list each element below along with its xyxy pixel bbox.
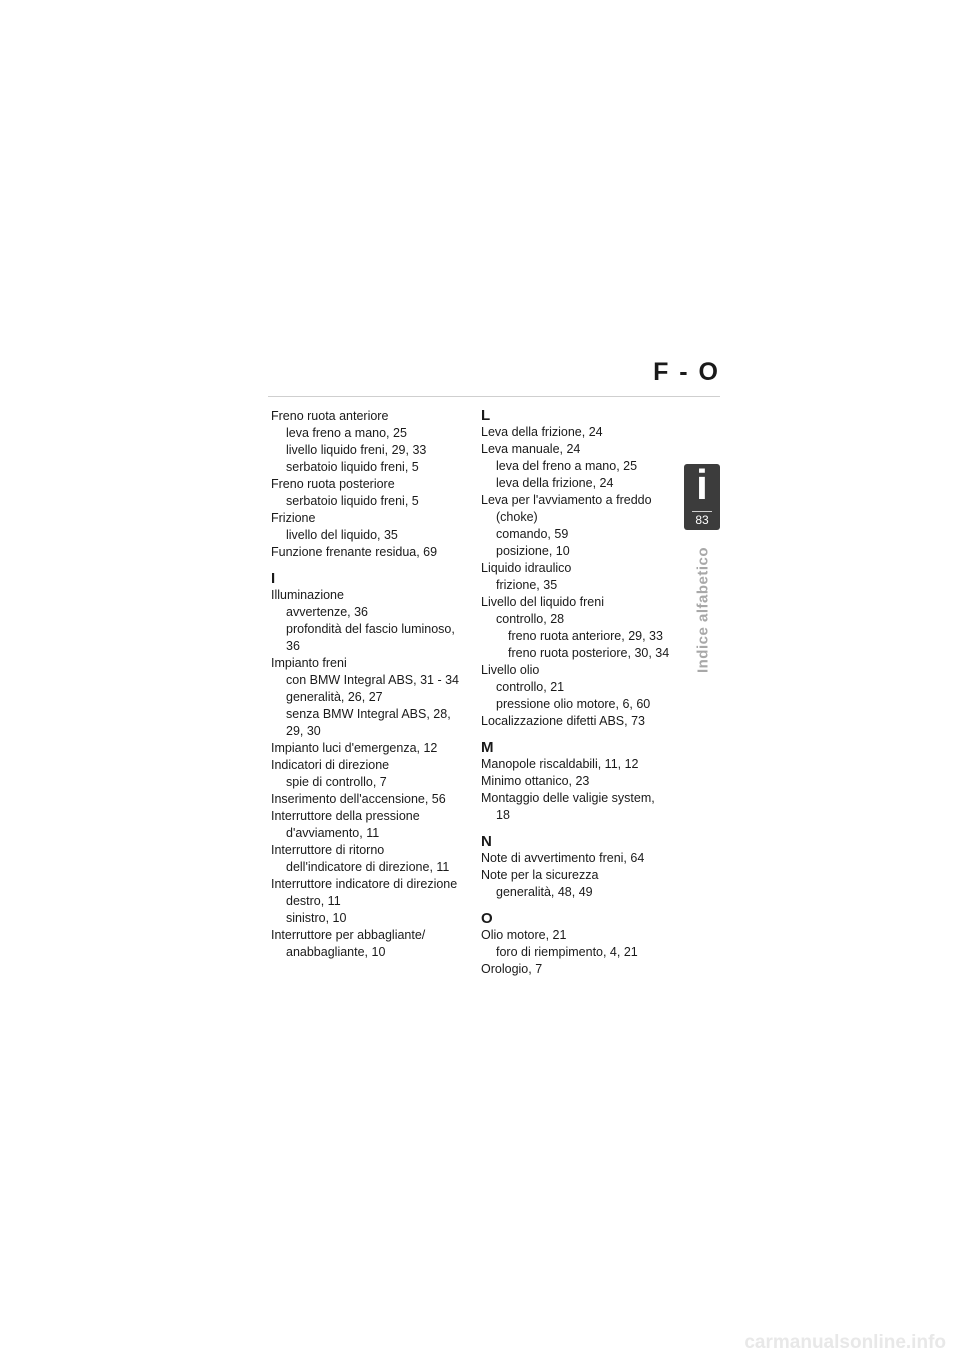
index-entry: 18	[496, 808, 510, 822]
index-entry: 29, 30	[286, 724, 321, 738]
index-entry: freno ruota posteriore, 30, 34	[508, 646, 670, 660]
index-entry: (choke)	[496, 510, 538, 524]
index-entry: Frizione	[271, 511, 316, 525]
index-entry: Minimo ottanico, 23	[481, 774, 590, 788]
index-entry: serbatoio liquido freni, 5	[286, 494, 419, 508]
index-entry: livello del liquido, 35	[286, 528, 398, 542]
index-entry: controllo, 28	[496, 612, 565, 626]
index-entry: livello liquido freni, 29, 33	[286, 443, 427, 457]
index-entry: pressione olio motore, 6, 60	[496, 697, 651, 711]
index-entry: Leva manuale, 24	[481, 442, 581, 456]
index-entry: generalità, 26, 27	[286, 690, 383, 704]
index-entry: dell'indicatore di direzione, 11	[286, 860, 450, 874]
header-divider	[268, 396, 720, 397]
index-entry: 36	[286, 639, 300, 653]
section-letter: O	[481, 910, 493, 927]
index-entry: leva del freno a mano, 25	[496, 459, 638, 473]
section-letter: L	[481, 407, 491, 424]
index-entry: Livello del liquido freni	[481, 595, 604, 609]
index-entry: con BMW Integral ABS, 31 - 34	[286, 673, 459, 687]
index-entry: Interruttore indicatore di direzione	[271, 877, 458, 891]
index-entry: generalità, 48, 49	[496, 885, 593, 899]
index-entry: senza BMW Integral ABS, 28,	[286, 707, 451, 721]
index-entry: Illuminazione	[271, 588, 344, 602]
index-entry: Localizzazione difetti ABS, 73	[481, 714, 645, 728]
index-entry: foro di riempimento, 4, 21	[496, 945, 638, 959]
index-entry: Note di avvertimento freni, 64	[481, 851, 645, 865]
index-entry: freno ruota anteriore, 29, 33	[508, 629, 663, 643]
index-entry: anabbagliante, 10	[286, 945, 386, 959]
index-entry: Funzione frenante residua, 69	[271, 545, 438, 559]
tab-divider	[692, 511, 712, 512]
index-entry: Livello olio	[481, 663, 540, 677]
index-entry: Manopole riscaldabili, 11, 12	[481, 757, 639, 771]
info-icon: i	[696, 461, 708, 508]
index-entry: comando, 59	[496, 527, 569, 541]
index-entry: Note per la sicurezza	[481, 868, 599, 882]
index-column-left	[271, 408, 481, 961]
index-entry: posizione, 10	[496, 544, 570, 558]
index-entry: Indicatori di direzione	[271, 758, 390, 772]
index-entry: frizione, 35	[496, 578, 558, 592]
index-entry: serbatoio liquido freni, 5	[286, 460, 419, 474]
index-entry: Liquido idraulico	[481, 561, 572, 575]
index-entry: Leva della frizione, 24	[481, 425, 603, 439]
index-entry: controllo, 21	[496, 680, 565, 694]
index-entry: avvertenze, 36	[286, 605, 368, 619]
index-entry: Freno ruota posteriore	[271, 477, 395, 491]
index-entry: Interruttore di ritorno	[271, 843, 385, 857]
index-entry: Impianto freni	[271, 656, 347, 670]
index-entry: sinistro, 10	[286, 911, 347, 925]
index-entry: spie di controllo, 7	[286, 775, 387, 789]
watermark: carmanualsonline.info	[744, 1332, 946, 1353]
index-entry: Freno ruota anteriore	[271, 409, 389, 423]
index-column-right	[481, 408, 691, 978]
index-entry: leva freno a mano, 25	[286, 426, 407, 440]
section-letter: I	[271, 570, 276, 587]
index-entry: Interruttore della pressione	[271, 809, 420, 823]
index-entry: d'avviamento, 11	[286, 826, 380, 840]
section-letter: M	[481, 739, 494, 756]
page-number: 83	[695, 513, 709, 527]
index-entry: destro, 11	[286, 894, 341, 908]
index-entry: Interruttore per abbagliante/	[271, 928, 426, 942]
page-title: F - O	[653, 358, 720, 386]
index-entry: Impianto luci d'emergenza, 12	[271, 741, 438, 755]
index-entry: Orologio, 7	[481, 962, 543, 976]
section-side-label: Indice alfabetico	[694, 546, 712, 674]
index-entry: Olio motore, 21	[481, 928, 567, 942]
index-entry: Montaggio delle valigie system,	[481, 791, 655, 805]
index-entry: Inserimento dell'accensione, 56	[271, 792, 446, 806]
index-entry: Leva per l'avviamento a freddo	[481, 493, 652, 507]
index-entry: profondità del fascio luminoso,	[286, 622, 455, 636]
index-entry: leva della frizione, 24	[496, 476, 614, 490]
section-letter: N	[481, 833, 492, 850]
